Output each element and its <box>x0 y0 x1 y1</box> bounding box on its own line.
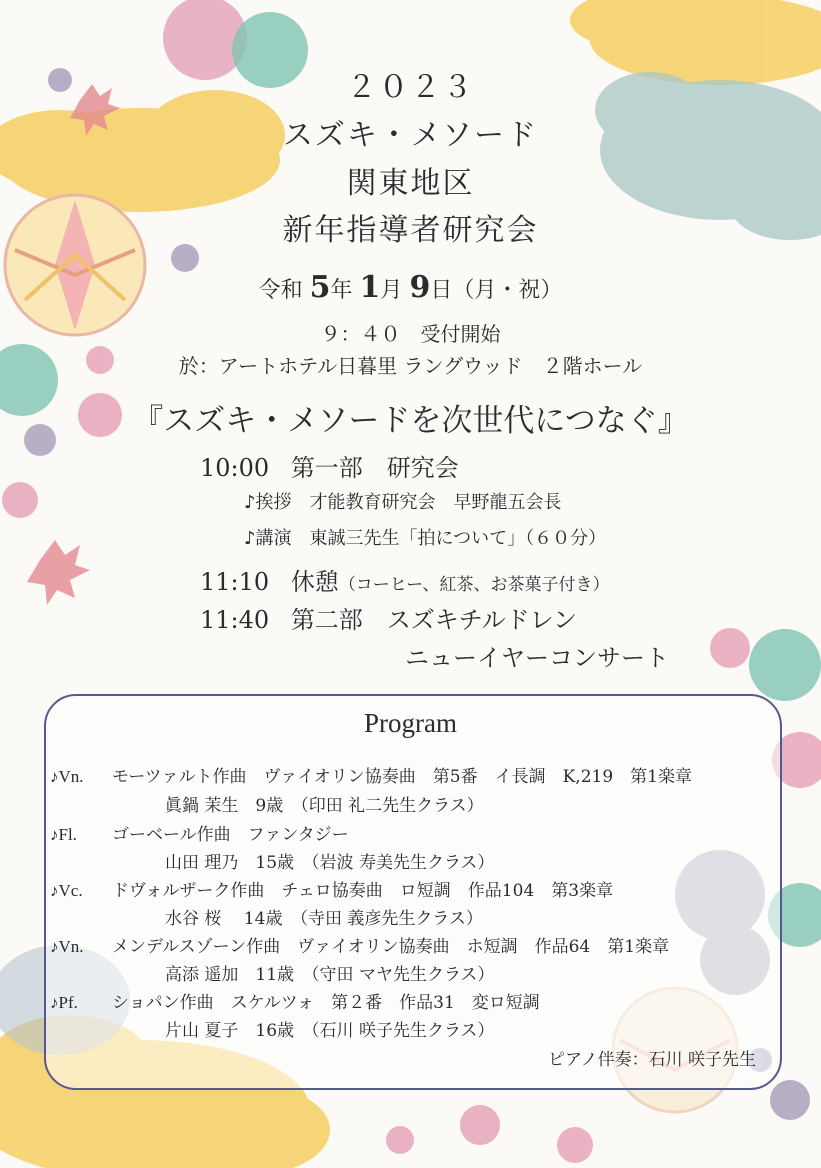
program-performer: 片山 夏子 16歳 （石川 咲子先生クラス） <box>165 1021 495 1041</box>
venue: 於：アートホテル日暮里 ラングウッド ２階ホール <box>178 354 643 378</box>
schedule-continuation: ニューイヤーコンサート <box>405 644 669 672</box>
program-performer: 眞鍋 茉生 9歳 （印田 礼二先生クラス） <box>165 796 484 816</box>
program-heading: Program <box>364 708 457 738</box>
greeting-item: ♪挨拶 才能教育研究会 早野龍五会長 <box>244 492 562 513</box>
schedule-label: 休憩 <box>290 568 339 596</box>
date-weekday: （月・祝） <box>452 278 563 303</box>
program-instrument: ♪Pf. <box>50 993 78 1012</box>
event-title: 新年指導者研究会 <box>282 213 539 248</box>
date-year-suffix: 年 <box>330 278 353 303</box>
program-instrument: ♪Vn. <box>50 767 84 786</box>
program-performer: 山田 理乃 15歳 （岩波 寿美先生クラス） <box>165 853 495 873</box>
program-instrument: ♪Vn. <box>50 937 84 956</box>
schedule-item <box>200 562 609 597</box>
event-date <box>0 270 821 305</box>
program-item <box>50 876 613 901</box>
date-era: 令和 <box>258 278 303 303</box>
theme-title: 『スズキ・メソードを次世代につなぐ』 <box>132 403 689 439</box>
year-title: ２０２３ <box>346 70 475 105</box>
date-month-suffix: 月 <box>380 278 403 303</box>
accompanist: ピアノ伴奏：石川 咲子先生 <box>548 1050 757 1070</box>
lecture-item: ♪講演 東誠三先生「拍について」（６０分） <box>244 528 607 549</box>
program-piece: モーツァルト作曲 ヴァイオリン協奏曲 第5番 イ長調 K,219 第1楽章 <box>112 767 692 787</box>
date-day: 9 <box>409 270 431 305</box>
date-day-suffix: 日 <box>430 278 453 303</box>
program-item <box>50 820 349 845</box>
region-title: 関東地区 <box>346 166 475 201</box>
reception-time: ９：４０ 受付開始 <box>320 322 501 346</box>
schedule-time: 10:00 <box>200 454 270 482</box>
date-year: 5 <box>309 270 331 305</box>
program-piece: メンデルスゾーン作曲 ヴァイオリン協奏曲 ホ短調 作品64 第1楽章 <box>112 937 670 957</box>
program-piece: ゴーベール作曲 ファンタジー <box>112 825 349 845</box>
program-item <box>50 762 692 787</box>
program-item <box>50 988 540 1013</box>
program-piece: ドヴォルザーク作曲 チェロ協奏曲 ロ短調 作品104 第3楽章 <box>112 881 614 901</box>
schedule-note: （コーヒー、紅茶、お茶菓子付き） <box>338 575 610 595</box>
schedule-label: 第一部 研究会 <box>290 454 459 482</box>
schedule-item <box>200 600 577 635</box>
date-month: 1 <box>359 270 381 305</box>
schedule-item <box>200 448 459 483</box>
schedule-label: 第二部 スズキチルドレン <box>290 606 578 634</box>
schedule-time: 11:10 <box>200 568 270 596</box>
program-performer: 高添 遥加 11歳 （守田 マヤ先生クラス） <box>165 965 495 985</box>
schedule-time: 11:40 <box>200 606 270 634</box>
program-piece: ショパン作曲 スケルツォ 第２番 作品31 変ロ短調 <box>112 993 540 1013</box>
program-performer: 水谷 桜 14歳 （寺田 義彦先生クラス） <box>165 909 483 929</box>
program-item <box>50 932 669 957</box>
org-title: スズキ・メソード <box>282 118 539 153</box>
program-instrument: ♪Vc. <box>50 881 83 900</box>
program-instrument: ♪Fl. <box>50 825 77 844</box>
